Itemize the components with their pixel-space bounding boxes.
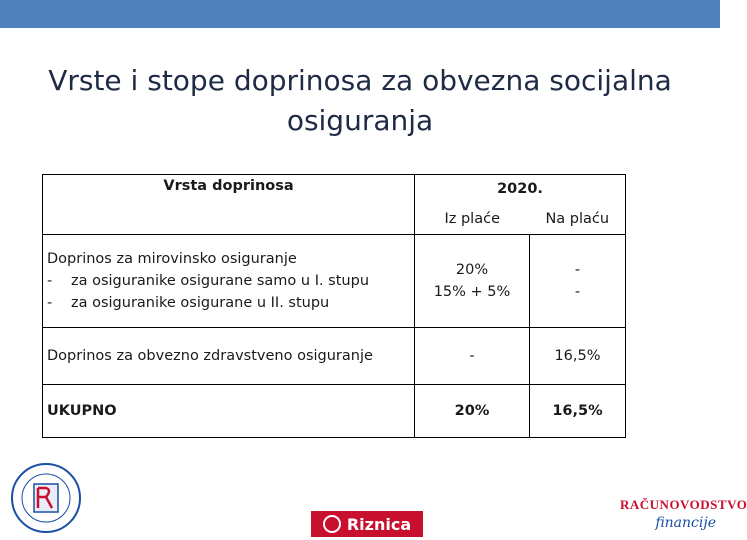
pension-item-2 [47,292,410,314]
page-title-line-1: Vrste i stope doprinosa za obvezna socijalna [48,63,672,97]
riznica-logo [311,511,423,537]
total-label: UKUPNO [43,385,415,438]
table-header-row [43,175,626,204]
contributions-table [42,174,626,438]
racunovodstvo-logo-text: RAČUNOVODSTVO [620,497,747,512]
header-on-salary: Na plaću [530,203,626,234]
association-seal-logo [8,460,84,536]
pension-from-salary-1: 20% [455,262,489,278]
financije-logo-text: financije [655,515,716,531]
bullet-dash: - [47,295,53,311]
table-row-total [43,385,626,438]
pension-on-salary-1: - [574,262,581,278]
pension-from-salary-cell [415,235,530,328]
health-on-salary: 16,5% [530,328,626,385]
header-contribution-type: Vrsta doprinosa [43,175,415,235]
total-from-salary: 20% [415,385,530,438]
pension-item-1 [47,270,410,292]
top-accent-bar [0,0,720,28]
pension-on-salary-2: - [574,284,581,300]
pension-item-1-text: za osiguranike osigurane samo u I. stupu [71,273,370,289]
page-title-line-2: osiguranja [286,103,434,137]
pension-label: Doprinos za mirovinsko osiguranje [47,251,297,267]
health-from-salary: - [415,328,530,385]
bullet-dash: - [47,273,53,289]
health-label: Doprinos za obvezno zdravstveno osiguranje [43,328,415,385]
riznica-seal-icon [323,515,341,533]
page-title [40,61,680,141]
header-from-salary: Iz plaće [415,203,530,234]
pension-from-salary-2: 15% + 5% [433,284,511,300]
racunovodstvo-financije-logo [620,497,747,539]
pension-item-2-text: za osiguranike osigurane u II. stupu [71,295,330,311]
pension-on-salary-cell [530,235,626,328]
total-on-salary: 16,5% [530,385,626,438]
table-row [43,235,626,328]
header-year: 2020. [415,175,626,204]
pension-label-cell [43,235,415,328]
table-row [43,328,626,385]
riznica-logo-text: Riznica [346,514,412,534]
